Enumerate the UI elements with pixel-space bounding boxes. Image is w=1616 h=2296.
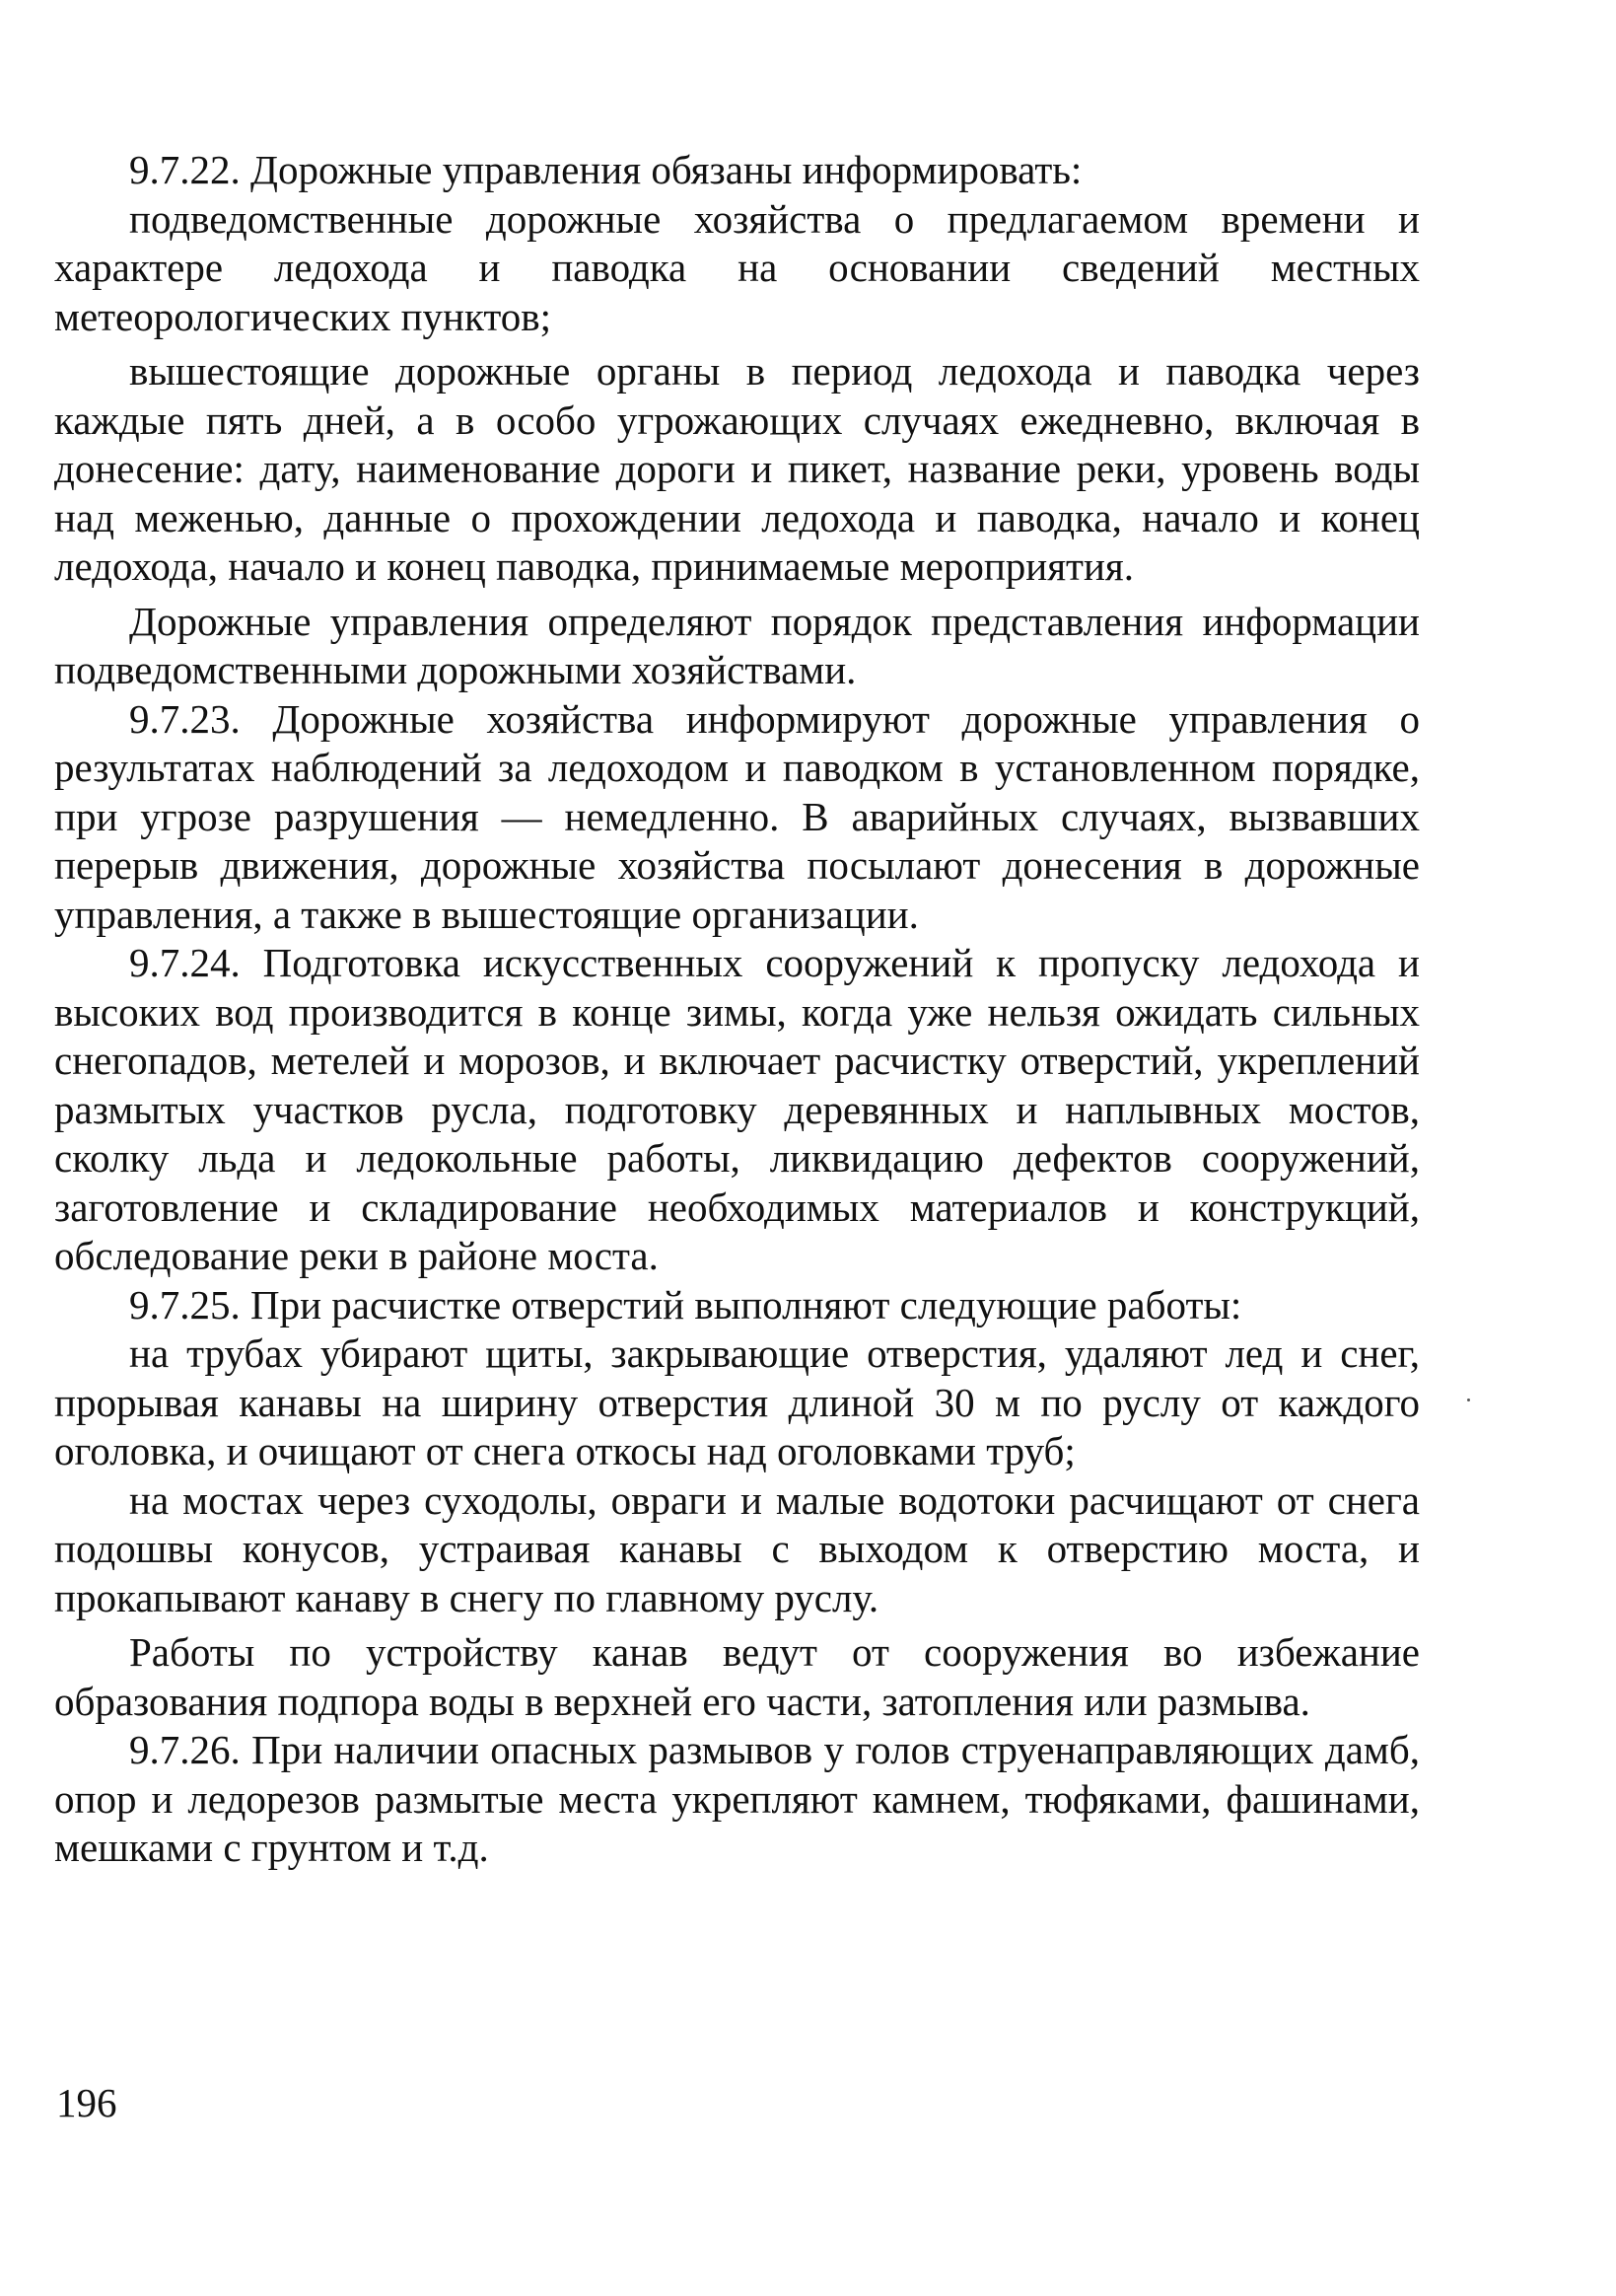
paragraph-9-7-25-heading: 9.7.25. При расчистке отверстий выполняют следующие работы:	[129, 1281, 1242, 1327]
page-number: 196	[56, 2080, 117, 2125]
paragraph-9-7-25-item-2: на мостах через суходолы, овраги и малые водотоки расчищают от снега подошвы конусов, устраивая канавы с выходом к отверстию моста, и прокапывают канаву в снегу по главному руслу.	[54, 1476, 1420, 1620]
paragraph-9-7-22-item-2: вышестоящие дорожные органы в период ледохода и паводка через каждые пять дней, а в особо угрожающих случаях ежедневно, включая в донесение: дату, наименование дороги и пикет, название реки, уровень воды над меженью, данные о прохождении ледохода и паводка, начало и конец ледохода, начало и конец паводка, принимаемые мероприятия.	[54, 348, 1420, 589]
paragraph-9-7-22-item-1: подведомственные дорожные хозяйства о предлагаемом времени и характере ледохода и паводка на основании сведений местных метеорологических пунктов;	[54, 195, 1420, 339]
paragraph-9-7-25-note: Работы по устройству канав ведут от сооружения во избежание образования подпора воды в верхней его части, затопления или размыва.	[54, 1629, 1420, 1724]
paragraph-9-7-25-item-1: на трубах убирают щиты, закрывающие отверстия, удаляют лед и снег, прорывая канавы на ширину отверстия длиной 30 м по руслу от каждого оголовка, и очищают от снега откосы над оголовками труб;	[54, 1330, 1420, 1473]
scan-speck	[1467, 1399, 1470, 1401]
paragraph-9-7-22-note: Дорожные управления определяют порядок представления информации подведомственными дорожными хозяйствами.	[54, 598, 1420, 692]
body-text	[54, 146, 1420, 1873]
paragraph-9-7-24: 9.7.24. Подготовка искусственных сооружений к пропуску ледохода и высоких вод производится в конце зимы, когда уже нельзя ожидать сильных снегопадов, метелей и морозов, и включает расчистку отверстий, укреплений размытых участков русла, подготовку деревянных и наплывных мостов, сколку льда и ледокольные работы, ликвидацию дефектов сооружений, заготовление и складирование необходимых материалов и конструкций, обследование реки в районе моста.	[54, 940, 1420, 1278]
paragraph-9-7-26: 9.7.26. При наличии опасных размывов у голов струенаправляющих дамб, опор и ледорезов размытые места укрепляют камнем, тюфяками, фашинами, мешками с грунтом и т.д.	[54, 1727, 1420, 1870]
paragraph-9-7-23: 9.7.23. Дорожные хозяйства информируют дорожные управления о результатах наблюдений за ледоходом и паводком в установленном порядке, при угрозе разрушения — немедленно. В аварийных случаях, вызвавших перерыв движения, дорожные хозяйства посылают донесения в дорожные управления, а также в вышестоящие организации.	[54, 695, 1420, 937]
paragraph-9-7-22-heading: 9.7.22. Дорожные управления обязаны информировать:	[129, 147, 1083, 192]
